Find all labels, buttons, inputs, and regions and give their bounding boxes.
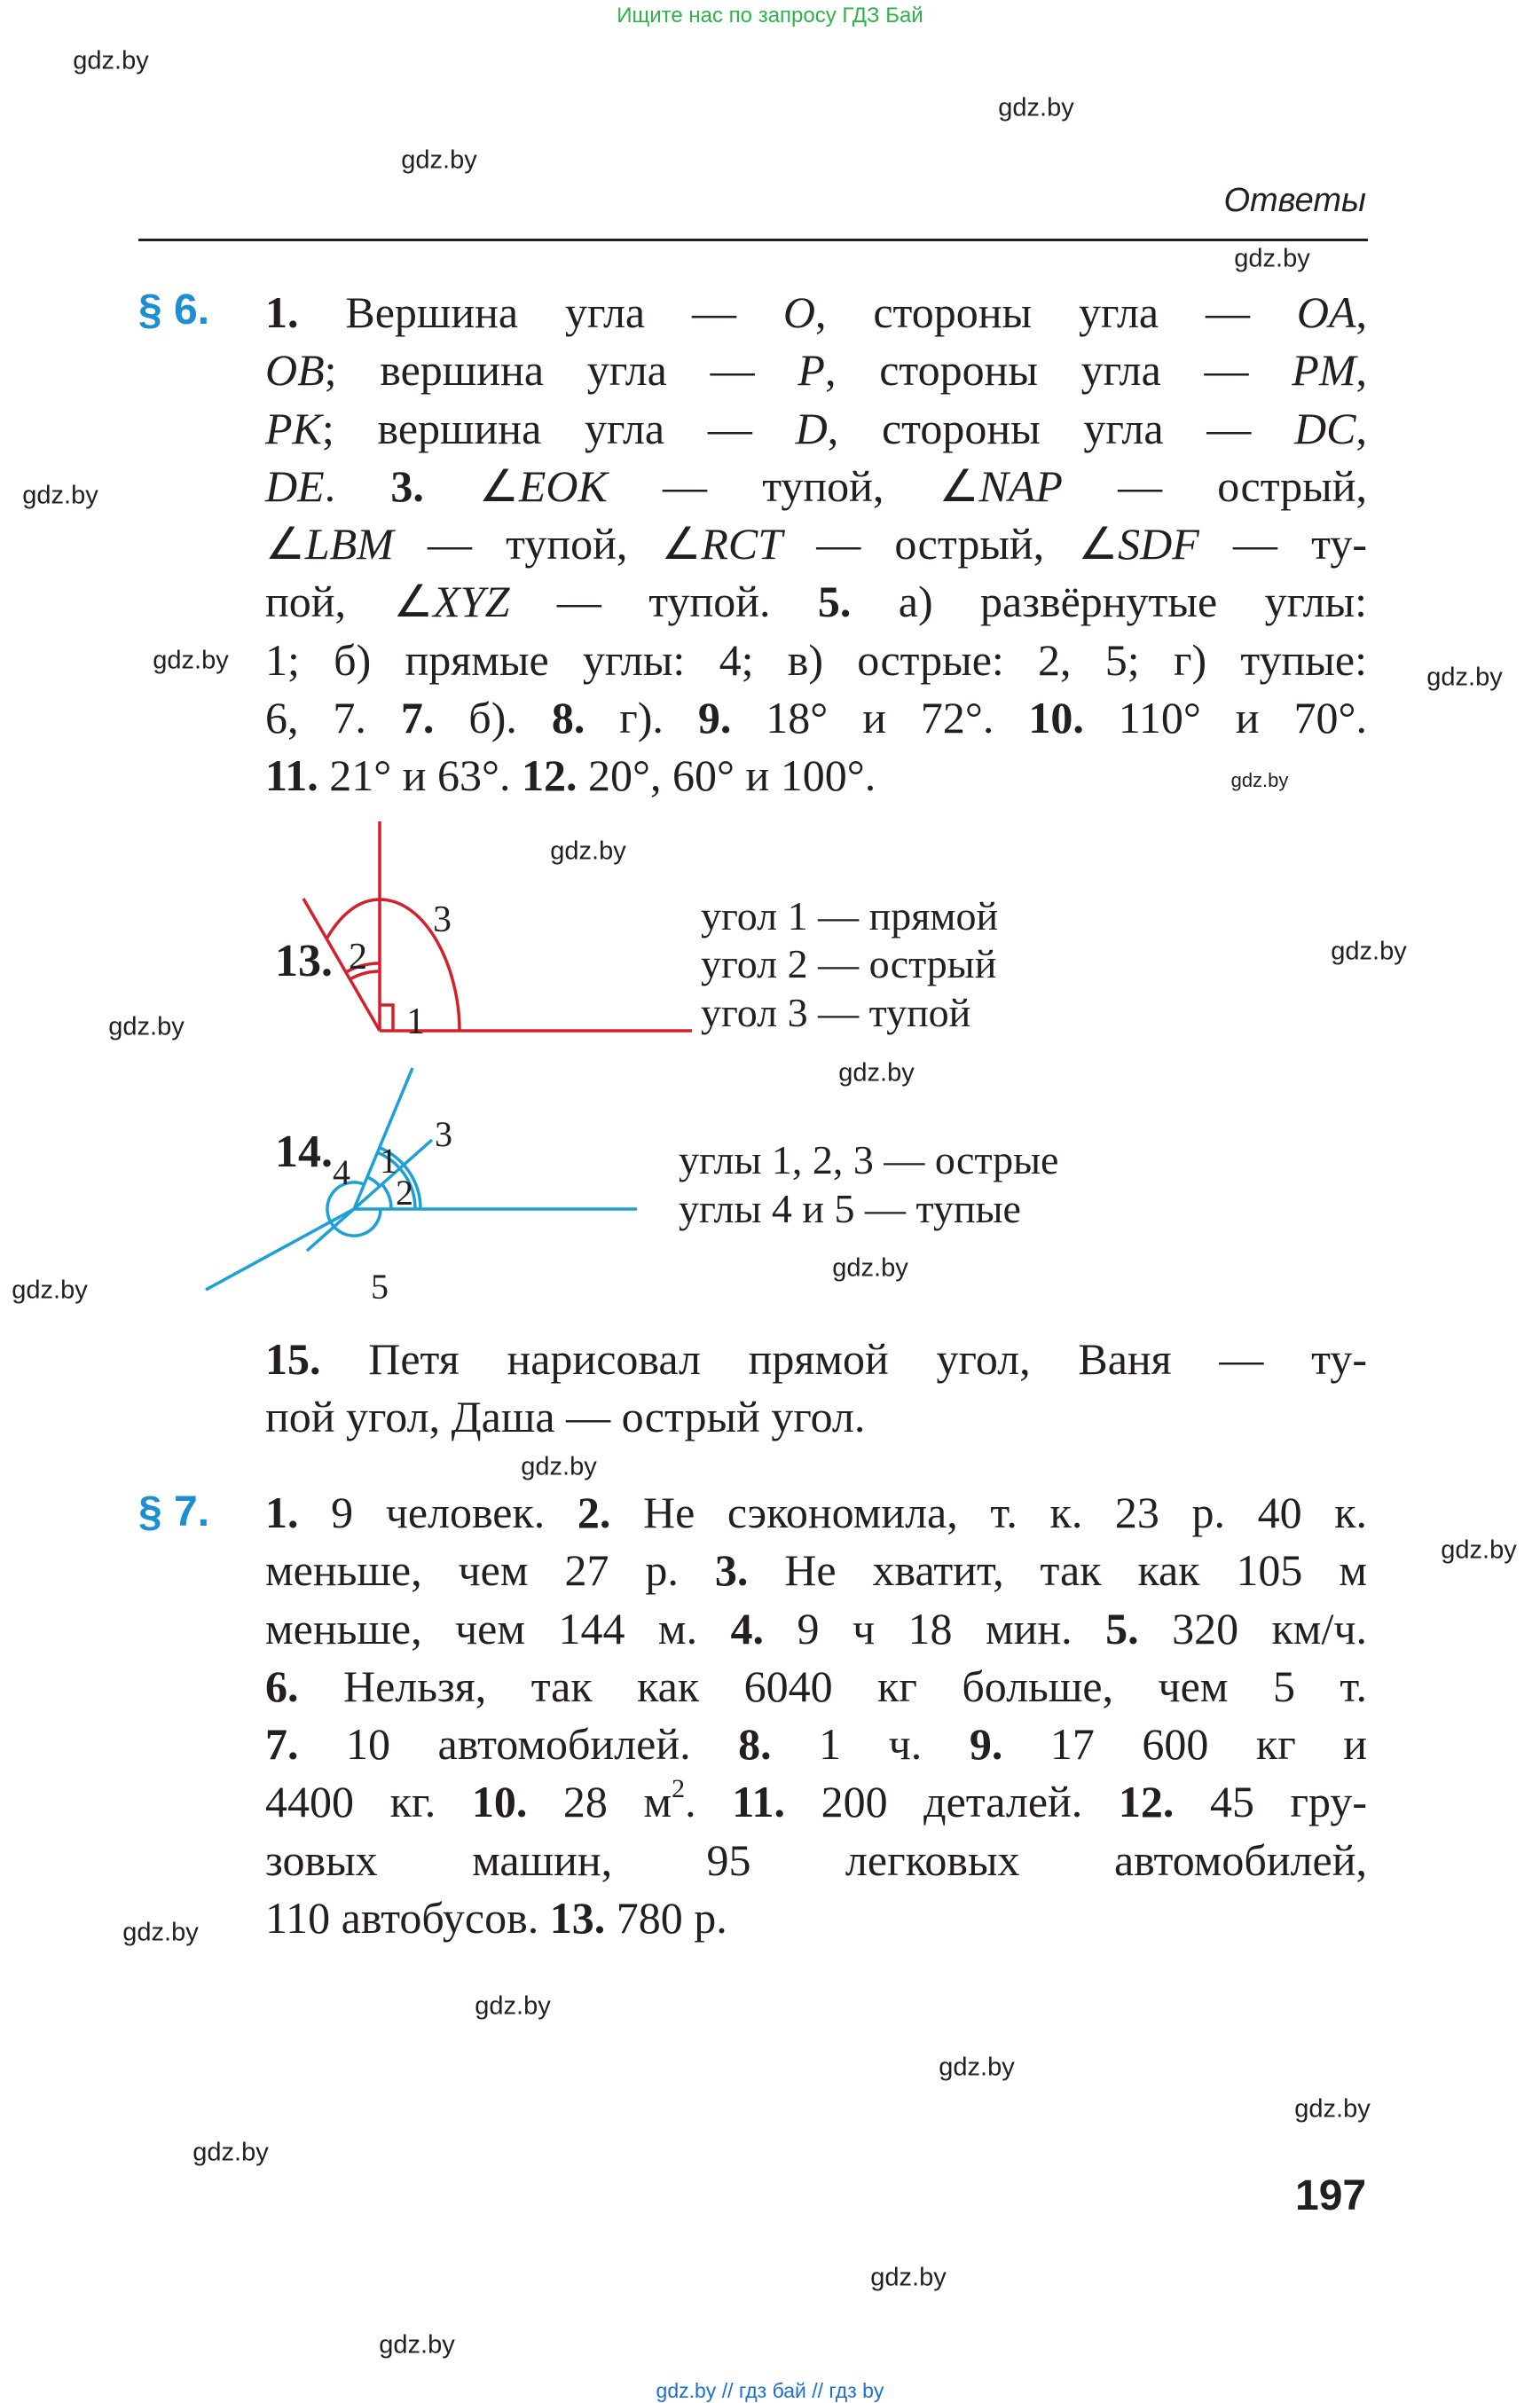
angle-label-3: 3 <box>435 1114 452 1154</box>
exercise-number: 9. <box>697 693 732 743</box>
search-banner: Ищите нас по запросу ГДЗ Бай <box>617 4 923 27</box>
text-line <box>265 1832 1367 1889</box>
text-run: б). <box>434 693 552 743</box>
footer-links: gdz.by // гдз бай // гдз by <box>656 2379 884 2402</box>
angle-label-4: 4 <box>333 1152 350 1192</box>
arc-angle-2 <box>382 1184 392 1209</box>
text-run: — острый, ∠ <box>782 519 1119 569</box>
text-run: 17 600 кг и <box>1002 1719 1367 1770</box>
math-symbol: XYZ <box>433 577 510 627</box>
exercise-number: 15. <box>265 1334 321 1384</box>
exercise-15-text <box>265 1331 1367 1447</box>
angle-label-2: 2 <box>349 937 367 978</box>
answer-14-1: углы 1, 2, 3 — острые <box>679 1137 1059 1182</box>
watermark: gdz.by <box>1234 244 1310 273</box>
diagram-14 <box>307 1068 637 1251</box>
text-run: зовых машин, 95 легковых автомобилей, <box>265 1834 1367 1885</box>
math-symbol: O <box>782 287 815 337</box>
watermark: gdz.by <box>1331 937 1407 966</box>
text-run: пой, ∠ <box>265 577 434 627</box>
text-run: — острый, <box>1062 460 1368 511</box>
math-symbol: D <box>795 403 828 453</box>
text-run: Нельзя, так как 6040 кг больше, чем 5 т. <box>298 1661 1367 1711</box>
watermark: gdz.by <box>122 1918 199 1947</box>
watermark: gdz.by <box>401 145 477 175</box>
text-run: а) развёрнутые углы: <box>851 577 1368 627</box>
text-run: 1; б) прямые углы: 4; в) острые: 2, 5; г) тупые: <box>265 634 1367 685</box>
text-run: 45 гру- <box>1174 1777 1368 1827</box>
text-run: 9 ч 18 мин. <box>764 1603 1106 1653</box>
exercise-number: 10. <box>1028 693 1084 743</box>
text-run: — ту- <box>1198 519 1368 569</box>
exercise-14-number: 14. <box>275 1127 333 1177</box>
angle-label-1: 1 <box>380 1141 397 1181</box>
exercise-number: 6. <box>265 1661 299 1711</box>
exercise-number: 12. <box>522 750 578 801</box>
watermark: gdz.by <box>379 2330 455 2360</box>
text-run: меньше, чем 144 м. <box>265 1603 731 1653</box>
text-run: Не сэкономила, т. к. 23 р. 40 к. <box>610 1488 1368 1537</box>
text-run: 21° и 63°. <box>318 750 522 801</box>
text-run: — тупой, ∠ <box>393 519 702 569</box>
exercise-number: 5. <box>817 577 852 627</box>
text-run: 110° и 70°. <box>1083 693 1367 743</box>
math-symbol: DE <box>265 460 325 511</box>
text-run: . <box>685 1777 733 1827</box>
text-run: 10 автомобилей. <box>298 1719 739 1770</box>
text-run: г). <box>585 693 698 743</box>
exercise-number: 1. <box>265 1488 299 1537</box>
math-symbol: P <box>798 345 825 396</box>
answer-13-3: угол 3 — тупой <box>701 990 971 1035</box>
watermark: gdz.by <box>939 2053 1015 2082</box>
math-symbol: RCT <box>701 519 783 569</box>
text-run: ∠ <box>423 460 519 511</box>
diagram-13 <box>303 821 692 1031</box>
math-symbol: SDF <box>1118 519 1199 569</box>
watermark: gdz.by <box>475 1991 551 2021</box>
watermark: gdz.by <box>108 1012 185 1041</box>
running-head: Ответы <box>1223 182 1366 219</box>
text-run: пой угол, Даша — острый угол. <box>265 1392 866 1442</box>
text-run: 6, 7. <box>265 693 401 743</box>
exercise-number: 1. <box>265 287 299 337</box>
text-run: — тупой, ∠ <box>607 460 979 511</box>
text-run: 1 ч. <box>771 1719 970 1770</box>
text-line <box>265 1773 1367 1831</box>
angle-label-5: 5 <box>371 1267 389 1307</box>
math-symbol: OA <box>1296 287 1356 337</box>
text-line <box>265 1542 1367 1599</box>
text-run: 9 человек. <box>298 1488 578 1537</box>
exercise-number: 13. <box>549 1893 606 1944</box>
text-run: 200 деталей. <box>784 1777 1119 1827</box>
math-symbol: EOK <box>518 460 608 511</box>
superscript: 2 <box>672 1774 686 1804</box>
text-line <box>265 1658 1367 1716</box>
text-line <box>265 1331 1367 1388</box>
text-run: , <box>1355 287 1367 337</box>
text-run: — тупой. <box>509 577 818 627</box>
math-symbol: PM <box>1292 345 1356 396</box>
watermark: gdz.by <box>73 46 149 75</box>
text-run: 20°, 60° и 100°. <box>577 750 876 801</box>
answer-13-2: угол 2 — острый <box>701 941 997 986</box>
exercise-number: 5. <box>1105 1603 1139 1653</box>
text-run: 28 м <box>527 1777 672 1827</box>
watermark: gdz.by <box>1294 2094 1371 2124</box>
text-run: Не хватит, так как 105 м <box>748 1545 1367 1596</box>
watermark: gdz.by <box>838 1058 915 1088</box>
text-run: , стороны угла — <box>824 345 1292 396</box>
text-run: , <box>1355 345 1367 396</box>
exercise-number: 12. <box>1118 1777 1175 1827</box>
exercise-number: 4. <box>730 1603 765 1653</box>
text-run: ; вершина угла — <box>321 403 796 453</box>
text-line <box>265 1484 1367 1542</box>
watermark: gdz.by <box>870 2263 947 2292</box>
text-run: , <box>1355 403 1367 453</box>
text-line <box>265 1600 1367 1658</box>
text-run: , стороны угла — <box>827 403 1295 453</box>
angle-label-1: 1 <box>406 1001 425 1042</box>
text-run: 18° и 72°. <box>731 693 1029 743</box>
exercise-13-number: 13. <box>275 936 333 986</box>
section-6-label: § 6. <box>138 287 210 334</box>
watermark: gdz.by <box>550 836 626 866</box>
text-run: меньше, чем 27 р. <box>265 1545 715 1596</box>
watermark: gdz.by <box>1441 1535 1517 1565</box>
line-2-extension <box>206 1209 354 1290</box>
watermark: gdz.by <box>192 2138 269 2167</box>
text-run: 780 р. <box>605 1893 727 1944</box>
math-symbol: OB <box>265 345 325 396</box>
text-run: 320 км/ч. <box>1138 1603 1367 1653</box>
right-angle-mark <box>380 1005 393 1031</box>
exercise-number: 8. <box>551 693 585 743</box>
math-symbol: DC <box>1294 403 1356 453</box>
answer-14-2: углы 4 и 5 — тупые <box>679 1186 1021 1231</box>
text-line <box>265 1388 1367 1446</box>
page-number: 197 <box>1295 2172 1367 2219</box>
text-run: . <box>324 460 391 511</box>
watermark: gdz.by <box>998 93 1074 122</box>
watermark: gdz.by <box>1230 769 1289 791</box>
arc-angle-1-small <box>367 1177 380 1186</box>
text-run: ; вершина угла — <box>324 345 798 396</box>
text-run: Петя нарисовал прямой угол, Ваня — ту- <box>320 1334 1367 1384</box>
text-line <box>265 1716 1367 1773</box>
exercise-number: 9. <box>969 1719 1003 1770</box>
text-run: , стороны угла — <box>814 287 1297 337</box>
watermark: gdz.by <box>12 1276 88 1305</box>
math-symbol: LBM <box>304 519 394 569</box>
text-run: Вершина угла — <box>298 287 783 337</box>
angle-label-3: 3 <box>433 899 452 940</box>
math-symbol: NAP <box>978 460 1063 511</box>
exercise-number: 7. <box>265 1719 299 1770</box>
math-symbol: PK <box>265 403 322 453</box>
watermark: gdz.by <box>22 481 98 510</box>
text-line <box>265 1889 1367 1947</box>
watermark: gdz.by <box>1426 663 1503 692</box>
exercise-number: 10. <box>471 1777 528 1827</box>
exercise-number: 11. <box>265 750 318 801</box>
angle-label-2: 2 <box>396 1173 413 1213</box>
text-run: 110 автобусов. <box>265 1893 550 1944</box>
exercise-number: 8. <box>738 1719 772 1770</box>
exercise-number: 3. <box>714 1545 749 1596</box>
exercise-number: 2. <box>577 1488 611 1537</box>
exercise-number: 11. <box>732 1777 785 1827</box>
exercise-number: 7. <box>400 693 435 743</box>
watermark: gdz.by <box>153 646 229 675</box>
exercise-number: 3. <box>390 460 424 511</box>
answer-13-1: угол 1 — прямой <box>701 893 999 938</box>
watermark: gdz.by <box>832 1253 908 1283</box>
text-run: ∠ <box>265 519 305 569</box>
section-7-label: § 7. <box>138 1488 210 1535</box>
section-7-text <box>265 1484 1367 1947</box>
text-run: 4400 кг. <box>265 1777 472 1827</box>
watermark: gdz.by <box>521 1452 597 1481</box>
